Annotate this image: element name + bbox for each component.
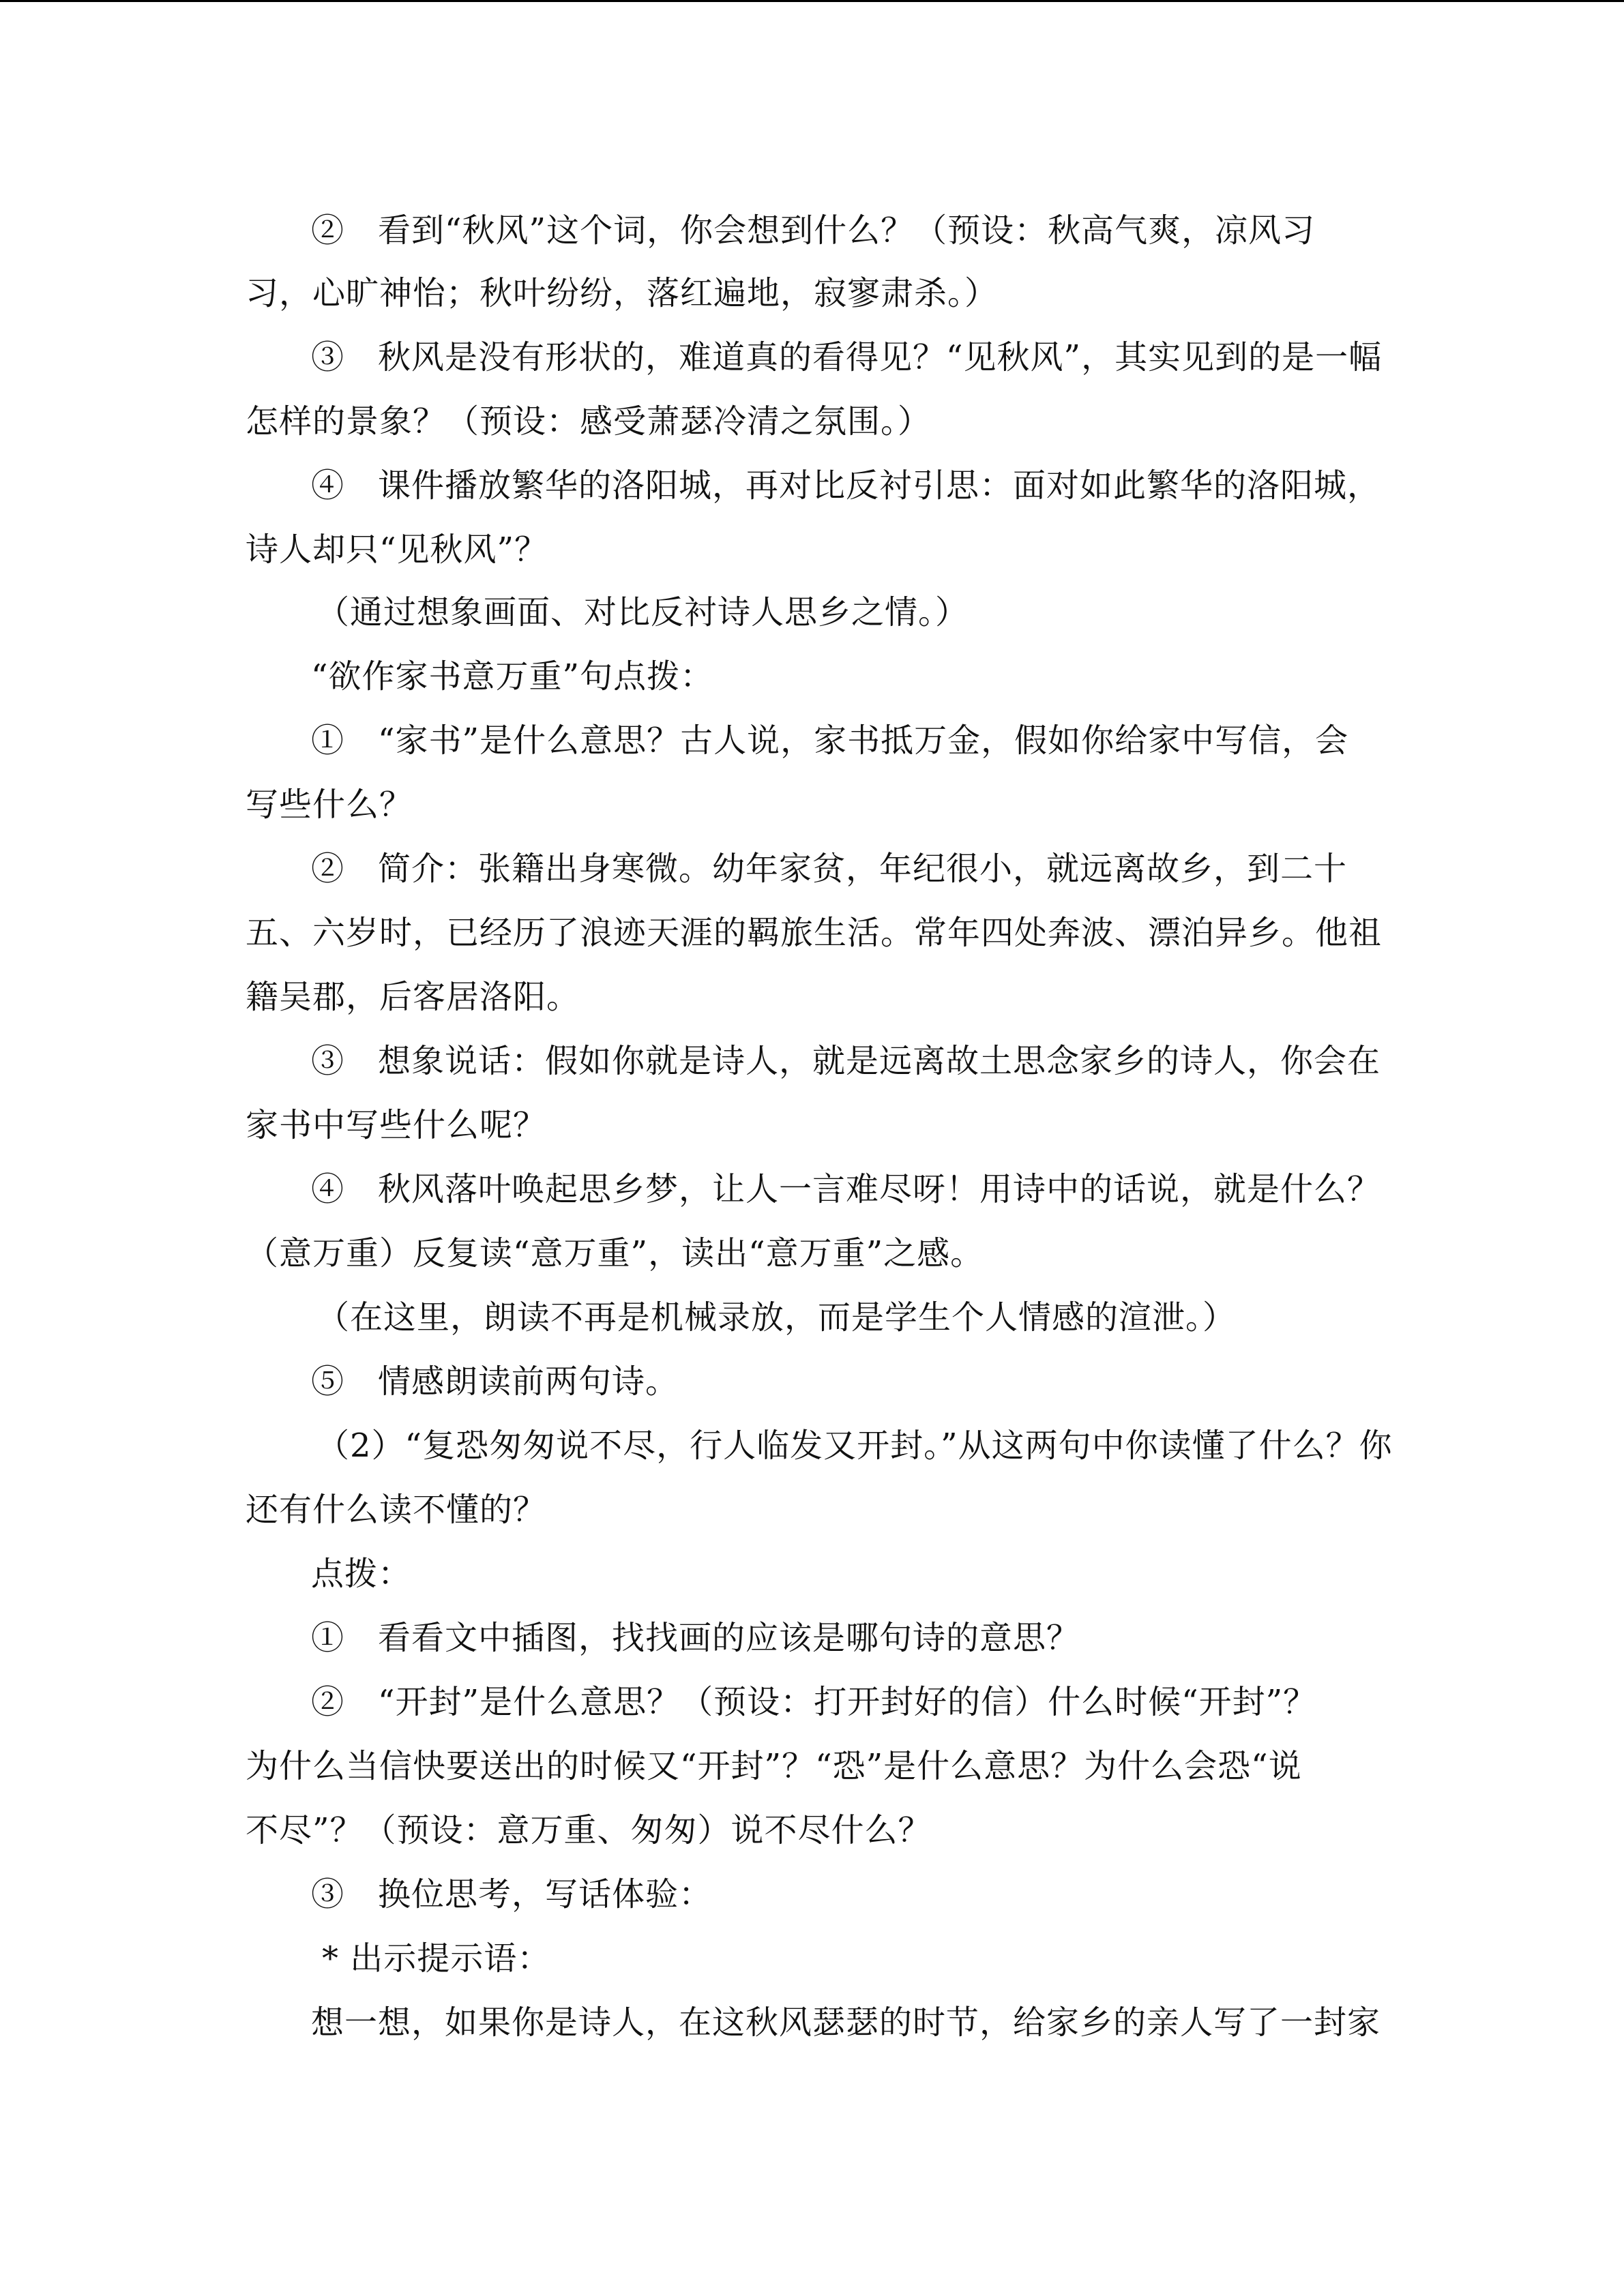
text-line: 诗人却只“见秋风”？ bbox=[246, 531, 548, 569]
text-line: 还有什么读不懂的？ bbox=[246, 1491, 547, 1529]
text-line: ③ 换位思考，写话体验： bbox=[311, 1875, 713, 1913]
text-line: * 出示提示语： bbox=[322, 1939, 551, 1978]
text-line: ② “开封”是什么意思？（预设：打开封好的信）什么时候“开封”？ bbox=[311, 1683, 1317, 1721]
text-line: 怎样的景象？（预设：感受萧瑟冷清之氛围。） bbox=[246, 402, 932, 441]
text-line: 点拨： bbox=[311, 1555, 412, 1593]
text-line: 不尽”？（预设：意万重、匆匆）说不尽什么？ bbox=[246, 1811, 932, 1849]
text-line: ⑤ 情感朗读前两句诗。 bbox=[311, 1362, 679, 1401]
text-line: ③ 想象说话：假如你就是诗人，就是远离故土思念家乡的诗人，你会在 bbox=[311, 1042, 1381, 1080]
text-line: （在这里，朗读不再是机械录放，而是学生个人情感的渲泄。） bbox=[316, 1298, 1237, 1337]
text-line: 五、六岁时，已经历了浪迹天涯的羁旅生活。常年四处奔波、漂泊异乡。他祖 bbox=[246, 914, 1383, 952]
text-line: ① “家书”是什么意思？古人说，家书抵万金，假如你给家中写信，会 bbox=[311, 721, 1349, 760]
text-line: ③ 秋风是没有形状的，难道真的看得见？“见秋风”，其实见到的是一幅 bbox=[311, 338, 1383, 376]
text-line: ④ 课件播放繁华的洛阳城，再对比反衬引思：面对如此繁华的洛阳城， bbox=[311, 466, 1381, 505]
text-line: ④ 秋风落叶唤起思乡梦，让人一言难尽呀！用诗中的话说，就是什么？ bbox=[311, 1170, 1381, 1208]
text-line: （通过想象画面、对比反衬诗人思乡之情。） bbox=[316, 593, 969, 631]
text-line: 写些什么？ bbox=[246, 786, 413, 824]
text-line: 籍吴郡，后客居洛阳。 bbox=[246, 978, 580, 1016]
text-line: （2）“复恐匆匆说不尽，行人临发又开封。”从这两句中你读懂了什么？你 bbox=[316, 1427, 1393, 1465]
text-line: 为什么当信快要送出的时候又“开封”？“恐”是什么意思？为什么会恐“说 bbox=[246, 1747, 1302, 1785]
text-line: ② 简介：张籍出身寒微。幼年家贫，年纪很小，就远离故乡，到二十 bbox=[311, 850, 1348, 888]
text-line: ① 看看文中插图，找找画的应该是哪句诗的意思？ bbox=[311, 1619, 1080, 1657]
text-line: ② 看到“秋风”这个词，你会想到什么？（预设：秋高气爽，凉风习 bbox=[311, 211, 1316, 250]
text-line: 家书中写些什么呢？ bbox=[246, 1106, 547, 1144]
text-line: 习，心旷神怡；秋叶纷纷，落红遍地，寂寥肃杀。） bbox=[246, 274, 999, 312]
text-line: （意万重）反复读“意万重”，读出“意万重”之感。 bbox=[246, 1234, 984, 1272]
text-line: “欲作家书意万重”句点拨： bbox=[311, 657, 714, 696]
text-line: 想一想，如果你是诗人，在这秋风瑟瑟的时节，给家乡的亲人写了一封家 bbox=[311, 2003, 1381, 2042]
